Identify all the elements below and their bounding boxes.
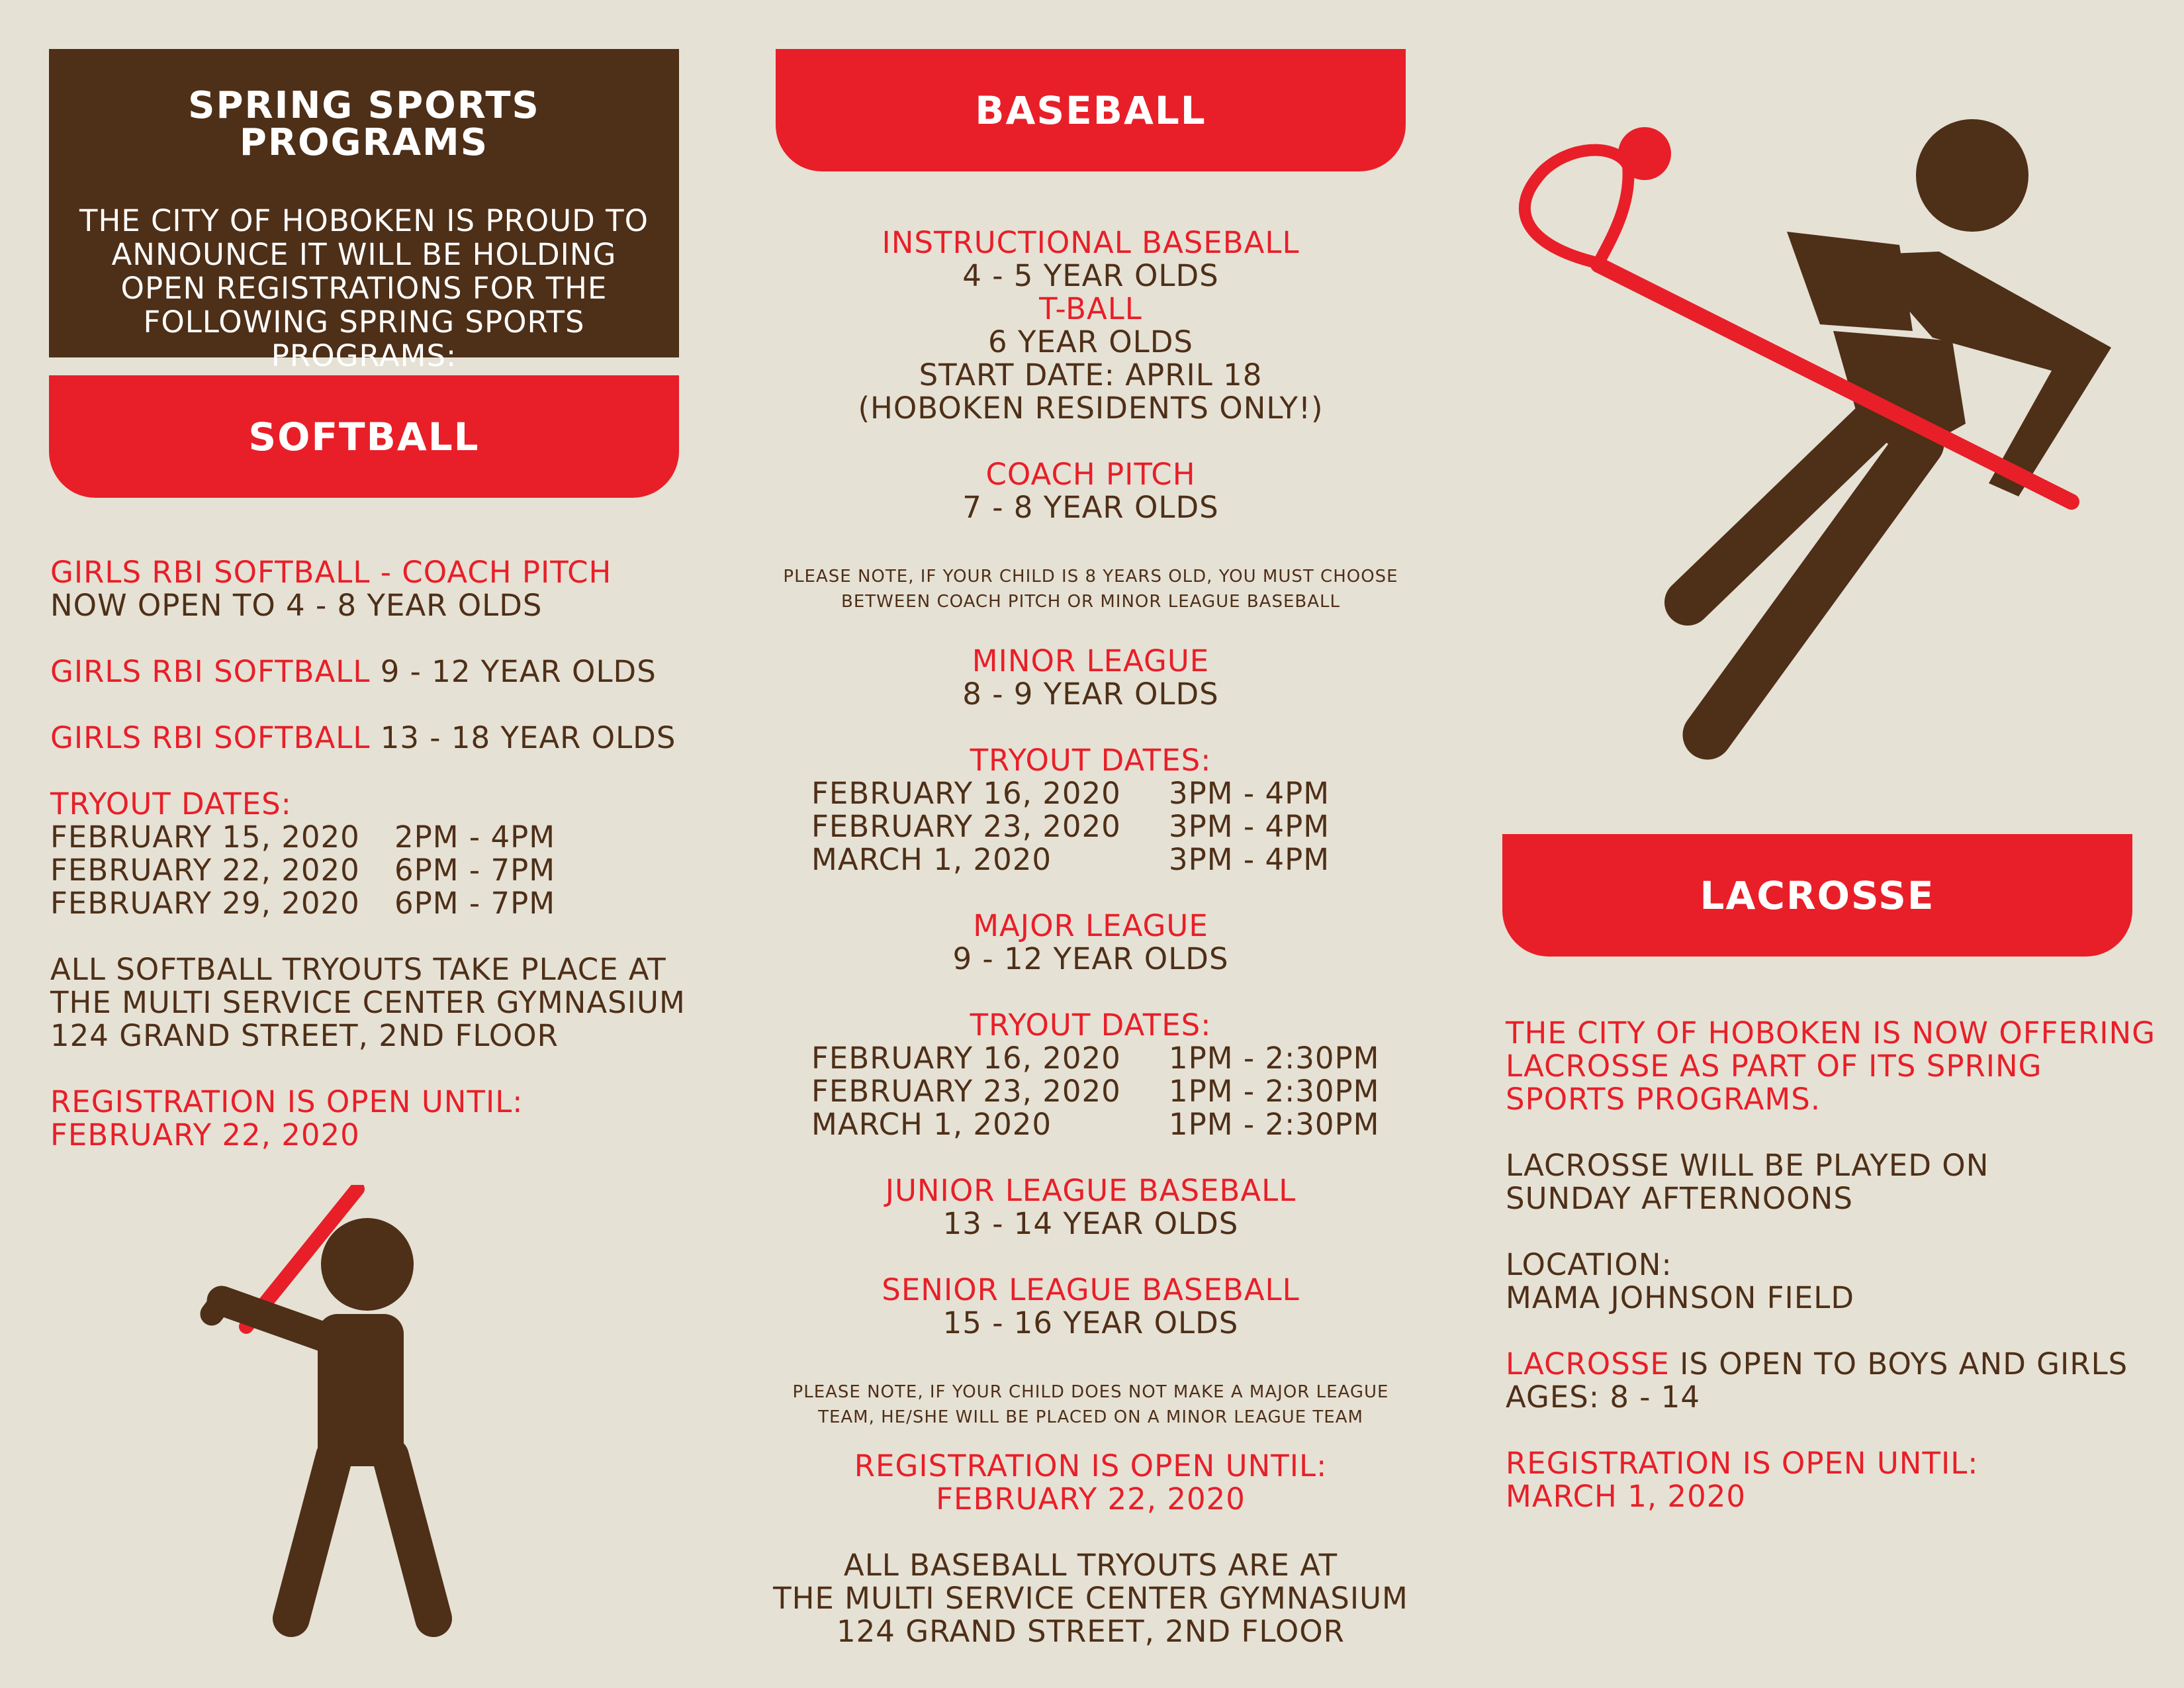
- baseball-banner-label: BASEBALL: [975, 87, 1206, 133]
- junior-league-ages: 13 - 14 YEAR OLDS: [942, 1206, 1239, 1241]
- softball-9-12: GIRLS RBI SOFTBALL 9 - 12 YEAR OLDS: [50, 654, 657, 689]
- softball-banner: [49, 375, 679, 498]
- minor-league-ages: 8 - 9 YEAR OLDS: [962, 677, 1219, 712]
- lacrosse-location: MAMA JOHNSON FIELD: [1506, 1280, 1854, 1315]
- lacrosse-reg-date: MARCH 1, 2020: [1506, 1479, 1746, 1514]
- tryout-row: FEBRUARY 23, 2020 3PM - 4PM: [811, 809, 1330, 844]
- baseball-section: [748, 226, 1433, 1648]
- softball-tryout-heading: TRYOUT DATES:: [50, 786, 292, 821]
- lacrosse-intro: THE CITY OF HOBOKEN IS NOW OFFERING LACROSSE AS PART OF ITS SPRING SPORTS PROGRAMS.: [1506, 1015, 2156, 1117]
- tball-ages: 6 YEAR OLDS: [988, 324, 1193, 359]
- softball-13-18: GIRLS RBI SOFTBALL 13 - 18 YEAR OLDS: [50, 720, 676, 755]
- baseball-batter-icon: [192, 1185, 470, 1648]
- softball-coach-pitch: GIRLS RBI SOFTBALL - COACH PITCH: [50, 555, 612, 590]
- lacrosse-played: LACROSSE WILL BE PLAYED ON SUNDAY AFTERNOONS: [1506, 1148, 1989, 1216]
- lacrosse-location-label: LOCATION:: [1506, 1247, 1672, 1282]
- tryout-row: FEBRUARY 16, 2020 3PM - 4PM: [811, 776, 1330, 811]
- minor-tryout-heading: TRYOUT DATES:: [970, 743, 1212, 778]
- baseball-reg-label: REGISTRATION IS OPEN UNTIL:: [854, 1448, 1328, 1483]
- softball-banner-label: SOFTBALL: [248, 414, 480, 459]
- minor-league: MINOR LEAGUE: [972, 643, 1210, 679]
- major-tryout-heading: TRYOUT DATES:: [970, 1008, 1212, 1043]
- senior-league-ages: 15 - 16 YEAR OLDS: [942, 1305, 1239, 1340]
- tryout-row: MARCH 1, 2020 3PM - 4PM: [811, 842, 1330, 877]
- tryout-row: FEBRUARY 29, 2020 6PM - 7PM: [50, 886, 556, 921]
- lacrosse-reg-label: REGISTRATION IS OPEN UNTIL:: [1506, 1446, 1979, 1481]
- major-league: MAJOR LEAGUE: [973, 908, 1208, 943]
- lacrosse-player-icon: [1489, 113, 2144, 781]
- instructional-baseball: INSTRUCTIONAL BASEBALL: [882, 225, 1300, 260]
- lacrosse-banner-label: LACROSSE: [1700, 872, 1935, 918]
- tryout-row: FEBRUARY 15, 2020 2PM - 4PM: [50, 820, 556, 855]
- start-date: START DATE: APRIL 18: [919, 357, 1263, 393]
- major-league-ages: 9 - 12 YEAR OLDS: [952, 941, 1229, 976]
- minor-tryout-list: [748, 777, 1433, 876]
- note-coach-pitch: PLEASE NOTE, IF YOUR CHILD IS 8 YEARS OLD, YOU MUST CHOOSE BETWEEN COACH PITCH OR MINOR LEAGUE BASEBALL: [783, 567, 1398, 612]
- softball-coach-pitch-ages: NOW OPEN TO 4 - 8 YEAR OLDS: [50, 588, 543, 623]
- senior-league: SENIOR LEAGUE BASEBALL: [882, 1272, 1300, 1307]
- instructional-ages: 4 - 5 YEAR OLDS: [962, 258, 1219, 293]
- tryout-row: FEBRUARY 22, 2020 6PM - 7PM: [50, 853, 556, 888]
- intro-box: [49, 49, 679, 373]
- lacrosse-open-to: LACROSSE IS OPEN TO BOYS AND GIRLS: [1506, 1346, 2128, 1382]
- tryout-row: FEBRUARY 16, 2020 1PM - 2:30PM: [811, 1041, 1380, 1076]
- coach-pitch-ages: 7 - 8 YEAR OLDS: [962, 490, 1219, 525]
- softball-tryout-list: [50, 821, 686, 920]
- softball-reg-date: FEBRUARY 22, 2020: [50, 1117, 360, 1152]
- softball-section: [50, 556, 686, 1152]
- coach-pitch: COACH PITCH: [985, 457, 1196, 492]
- softball-location: ALL SOFTBALL TRYOUTS TAKE PLACE AT THE MULTI SERVICE CENTER GYMNASIUM 124 GRAND STREET, 2ND FLOOR: [50, 952, 686, 1053]
- junior-league: JUNIOR LEAGUE BASEBALL: [885, 1173, 1297, 1208]
- tryout-row: FEBRUARY 23, 2020 1PM - 2:30PM: [811, 1074, 1380, 1109]
- baseball-banner: [776, 49, 1406, 171]
- tryout-row: MARCH 1, 2020 1PM - 2:30PM: [811, 1107, 1380, 1142]
- intro-title: SPRING SPORTS PROGRAMS: [188, 84, 540, 164]
- major-tryout-list: [748, 1042, 1433, 1141]
- note-major-league: PLEASE NOTE, IF YOUR CHILD DOES NOT MAKE A MAJOR LEAGUE TEAM, HE/SHE WILL BE PLACED ON A MINOR LEAGUE TEAM: [792, 1382, 1389, 1427]
- tball: T-BALL: [1039, 291, 1142, 326]
- lacrosse-ages: AGES: 8 - 14: [1506, 1380, 1701, 1415]
- intro-text: THE CITY OF HOBOKEN IS PROUD TO ANNOUNCE IT WILL BE HOLDING OPEN REGISTRATIONS FOR THE FOLLOWING SPRING SPORTS PROGRAMS:: [79, 203, 649, 373]
- baseball-reg-date: FEBRUARY 22, 2020: [936, 1481, 1246, 1517]
- residents-only: (HOBOKEN RESIDENTS ONLY!): [858, 391, 1324, 426]
- lacrosse-section: [1506, 1017, 2167, 1513]
- softball-reg-label: REGISTRATION IS OPEN UNTIL:: [50, 1084, 523, 1119]
- baseball-location: ALL BASEBALL TRYOUTS ARE AT THE MULTI SERVICE CENTER GYMNASIUM 124 GRAND STREET, 2ND FLOOR: [773, 1548, 1408, 1649]
- lacrosse-banner: [1502, 834, 2132, 957]
